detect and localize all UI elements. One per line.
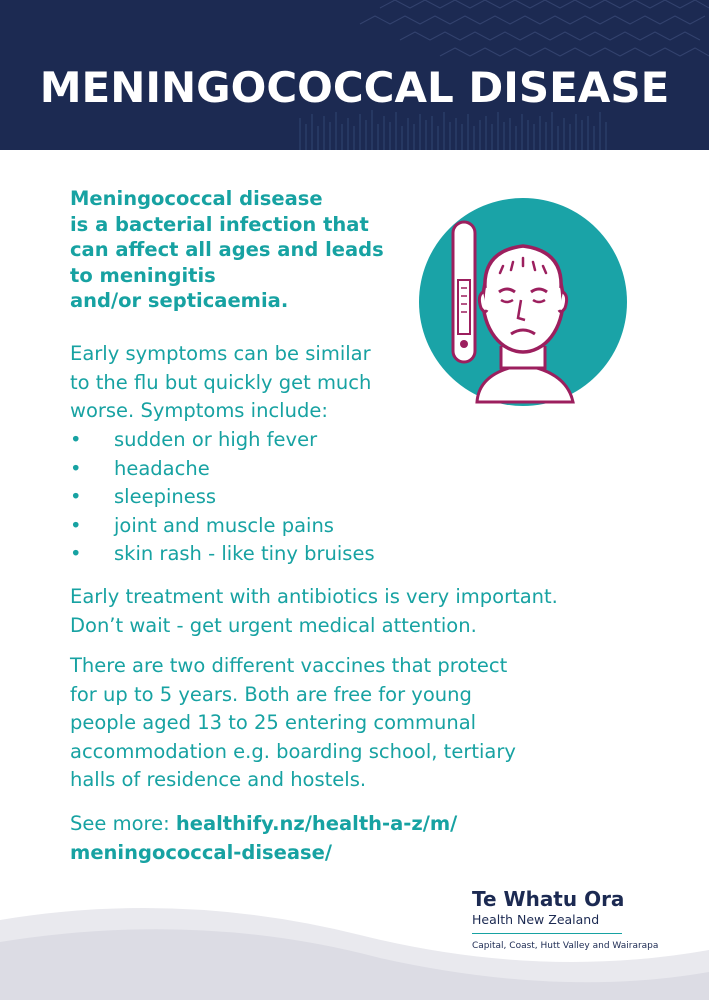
intro-line: and/or septicaemia. (70, 289, 289, 312)
see-more-label: See more: (70, 812, 176, 835)
symptom-text: headache (114, 456, 210, 480)
sick-person-with-thermometer-icon (417, 196, 629, 408)
intro-line: is a bacterial infection that (70, 212, 369, 236)
vaccines-line: for up to 5 years. Both are free for young (70, 682, 472, 706)
list-item (70, 540, 375, 569)
bullet-icon: • (70, 456, 82, 480)
brand-divider (472, 933, 622, 934)
brand-name: Te Whatu Ora (472, 887, 625, 911)
symptoms-intro (70, 340, 430, 426)
intro-line: can affect all ages and leads (70, 238, 384, 261)
symptoms-intro-line: to the flu but quickly get much (70, 370, 372, 394)
intro-line: to meningitis (70, 263, 216, 287)
vaccines-line: people aged 13 to 25 entering communal (70, 711, 477, 734)
symptoms-intro-line: worse. Symptoms include: (70, 399, 328, 422)
list-item (70, 483, 375, 512)
list-item (70, 455, 375, 484)
list-item (70, 426, 375, 455)
bullet-icon: • (70, 485, 82, 508)
vaccines-line: There are two different vaccines that protect (70, 654, 508, 677)
vaccines-paragraph (70, 652, 516, 795)
symptoms-list (70, 426, 375, 569)
brand-logo (472, 886, 682, 952)
vaccines-line: halls of residence and hostels. (70, 768, 367, 791)
intro-statement (70, 186, 430, 314)
header-banner (0, 0, 709, 150)
treatment-paragraph (70, 583, 558, 640)
list-item (70, 512, 375, 541)
brand-region: Capital, Coast, Hutt Valley and Wairarapa (472, 941, 659, 951)
bullet-icon: • (70, 428, 82, 451)
brand-subtitle: Health New Zealand (472, 912, 600, 927)
symptom-text: joint and muscle pains (114, 513, 334, 537)
intro-line: Meningococcal disease (70, 187, 323, 210)
page-title: MENINGOCOCCAL DISEASE (39, 63, 670, 112)
treatment-line: Don’t wait - get urgent medical attention. (70, 613, 477, 637)
symptom-text: skin rash - like tiny bruises (114, 542, 375, 565)
symptoms-intro-line: Early symptoms can be similar (70, 342, 371, 365)
bullet-icon: • (70, 542, 82, 565)
treatment-line: Early treatment with antibiotics is very important. (70, 585, 558, 608)
see-more-link-continued[interactable]: meningococcal-disease/ (70, 840, 332, 864)
symptom-text: sudden or high fever (114, 428, 318, 451)
see-more (70, 810, 457, 867)
symptom-text: sleepiness (114, 485, 217, 508)
see-more-link[interactable]: healthify.nz/health-a-z/m/ (175, 812, 458, 835)
bullet-icon: • (70, 513, 82, 537)
vaccines-line: accommodation e.g. boarding school, tertiary (70, 739, 516, 763)
